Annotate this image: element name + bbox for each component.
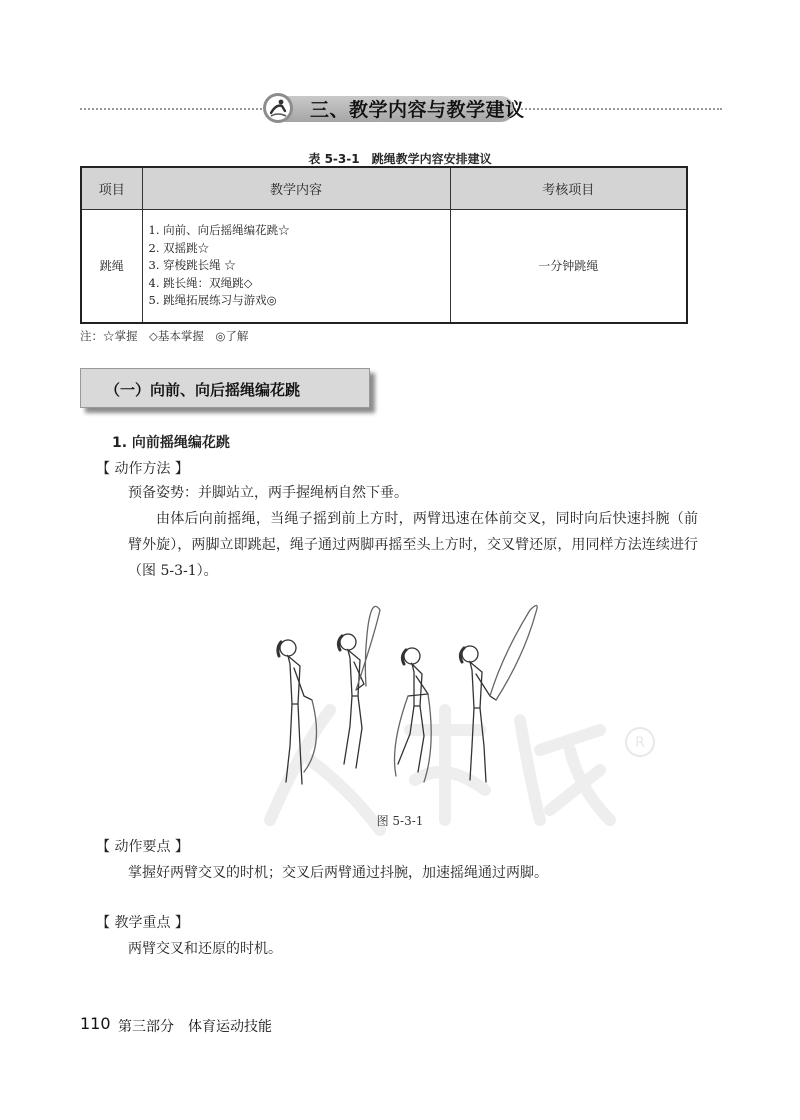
- list-item: 1. 向前、向后摇绳编花跳☆: [148, 223, 290, 237]
- cell-item: 跳绳: [81, 209, 142, 323]
- page-number: 110: [80, 1014, 111, 1033]
- list-item: 2. 双摇跳☆: [148, 240, 210, 255]
- table-note: 注：☆掌握 ◇基本掌握 ◎了解: [80, 329, 249, 343]
- subsection-heading: [80, 368, 370, 408]
- header-content: 教学内容: [142, 167, 450, 209]
- section-banner: [262, 92, 525, 124]
- cell-content: [142, 209, 450, 323]
- banner-dotted-rule-right: [514, 108, 722, 110]
- jumper-2: [338, 606, 380, 768]
- header-item: 项目: [81, 167, 142, 209]
- teaching-plan-table: [80, 166, 688, 324]
- banner-dotted-rule-left: [80, 108, 262, 110]
- teaching-focus-text: 两臂交叉和还原的时机。: [128, 941, 282, 957]
- header-assessment: 考核项目: [450, 167, 687, 209]
- figure-illustration: [264, 596, 554, 796]
- topic-heading: 1. 向前摇绳编花跳: [112, 435, 230, 451]
- table-caption: 表 5-3-1 跳绳教学内容安排建议: [308, 152, 492, 166]
- svg-text:R: R: [635, 735, 645, 751]
- swimmer-icon: [262, 92, 294, 124]
- method-paragraph: 由体后向前摇绳，当绳子摇到前上方时，两臂迅速在体前交叉，同时向后快速抖腕（前臂外旋），两脚立即跳起，绳子通过两脚再摇至头上方时，交叉臂还原，用同样方法连续进行（图 5-3-1）。: [128, 511, 698, 579]
- method-label: 【 动作方法 】: [96, 461, 189, 477]
- footer-part-title: 第三部分 体育运动技能: [118, 1019, 272, 1035]
- cell-assessment: 一分钟跳绳: [450, 209, 687, 323]
- list-item: 4. 跳长绳：双绳跳◇: [148, 275, 253, 290]
- figure-caption: 图 5-3-1: [376, 814, 424, 828]
- jumper-3: [395, 648, 432, 782]
- section-title: 三、教学内容与教学建议: [310, 99, 525, 121]
- list-item: 5. 跳绳拓展练习与游戏◎: [148, 293, 277, 307]
- table-row: [81, 209, 687, 323]
- jumper-4: [460, 605, 537, 782]
- key-points-label: 【 动作要点 】: [96, 839, 189, 855]
- jumper-1: [278, 640, 317, 784]
- subsection-title: （一）向前、向后摇绳编花跳: [105, 381, 301, 399]
- teaching-focus-label: 【 教学重点 】: [96, 915, 189, 931]
- list-item: 3. 穿梭跳长绳 ☆: [148, 258, 236, 272]
- method-line: 预备姿势：并脚站立，两手握绳柄自然下垂。: [128, 485, 408, 501]
- key-points-text: 掌握好两臂交叉的时机；交叉后两臂通过抖腕，加速摇绳通过两脚。: [128, 865, 548, 881]
